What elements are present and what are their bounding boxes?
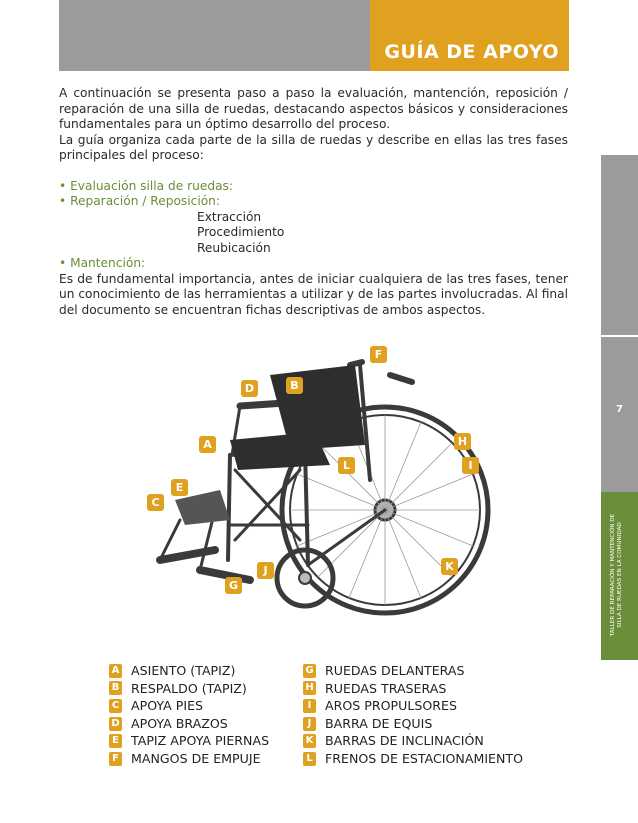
- intro-text: [59, 86, 568, 318]
- phase-sub-1: Extracción: [197, 209, 262, 224]
- sidebar-label: [610, 495, 624, 655]
- legend-letter-k: K: [303, 734, 316, 748]
- legend-item-j: [303, 715, 523, 733]
- legend-right: [303, 662, 523, 768]
- sidebar-label-line1: TALLER DE REPARACIÓN Y MANTENCIÓN DE: [610, 513, 616, 637]
- legend-item-a: [109, 662, 269, 680]
- marker-j: J: [257, 562, 274, 579]
- legend-label-b: RESPALDO (TAPIZ): [131, 680, 247, 696]
- legend-label-i: AROS PROPULSORES: [325, 698, 457, 714]
- legend-label-j: BARRA DE EQUIS: [325, 715, 433, 731]
- legend-label-a: ASIENTO (TAPIZ): [131, 663, 236, 678]
- legend-label-k: BARRAS DE INCLINACIÓN: [325, 733, 484, 749]
- marker-i: I: [462, 457, 479, 474]
- phase-maintenance: • Mantención:: [59, 256, 146, 270]
- legend-letter-c: C: [109, 699, 122, 713]
- legend-item-k: [303, 732, 523, 750]
- legend-letter-h: H: [303, 681, 316, 695]
- legend-label-g: RUEDAS DELANTERAS: [325, 663, 465, 678]
- marker-b: B: [286, 377, 303, 394]
- legend-label-l: FRENOS DE ESTACIONAMIENTO: [325, 750, 524, 766]
- legend-letter-g: G: [303, 664, 316, 678]
- phase-evaluation: • Evaluación silla de ruedas:: [59, 178, 234, 193]
- intro-paragraph-1: A continuación se presenta paso a paso la evaluación, mantención, reposición / reparación de una silla de ruedas, destacando aspectos básicos y consideraciones fundamentales para un óptimo desarrollo del proceso.: [59, 86, 568, 131]
- marker-e: E: [171, 479, 188, 496]
- legend-item-d: [109, 715, 269, 733]
- page-title: GUÍA DE APOYO: [384, 41, 559, 63]
- page-number: 7: [616, 404, 623, 415]
- phase-sub-3: Reubicación: [197, 240, 271, 255]
- marker-d: D: [241, 380, 258, 397]
- legend-item-h: [303, 680, 523, 698]
- legend-label-c: APOYA PIES: [131, 698, 204, 714]
- marker-k: K: [441, 558, 458, 575]
- sidebar-top: [601, 0, 638, 155]
- legend-label-h: RUEDAS TRASERAS: [325, 680, 447, 696]
- phase-note: Es de fundamental importancia, antes de iniciar cualquiera de las tres fases, tener un conocimiento de las herramientas a utilizar y de las partes involucradas. Al final del documento se encuentran fichas descriptivas de ambos aspectos.: [59, 271, 568, 317]
- header-title-box: [370, 0, 569, 71]
- legend-letter-i: I: [303, 699, 316, 713]
- legend-letter-l: L: [303, 752, 316, 766]
- legend-label-d: APOYA BRAZOS: [131, 715, 228, 731]
- legend-item-l: [303, 750, 523, 768]
- legend-letter-d: D: [109, 717, 122, 731]
- legend-left: [109, 662, 269, 768]
- sidebar-label-line2: SILLA DE RUEDAS EN LA COMUNIDAD: [617, 522, 623, 628]
- marker-l: L: [338, 457, 355, 474]
- marker-h: H: [454, 433, 471, 450]
- legend-item-c: [109, 697, 269, 715]
- marker-c: C: [147, 494, 164, 511]
- legend-letter-e: E: [109, 734, 122, 748]
- legend-letter-a: A: [109, 664, 122, 678]
- legend-item-g: [303, 662, 523, 680]
- legend-item-f: [109, 750, 269, 768]
- marker-g: G: [225, 577, 242, 594]
- intro-paragraph-2: La guía organiza cada parte de la silla de ruedas y describe en ellas las tres fases principales del proceso:: [59, 132, 568, 162]
- wheelchair-icon: [140, 340, 500, 630]
- phase-sub-2: Procedimiento: [197, 225, 285, 239]
- legend-letter-j: J: [303, 717, 316, 731]
- legend-letter-b: B: [109, 681, 122, 695]
- legend-label-e: TAPIZ APOYA PIERNAS: [131, 733, 270, 749]
- legend-item-b: [109, 680, 269, 698]
- marker-f: F: [370, 346, 387, 363]
- phase-repair: • Reparación / Reposición:: [59, 194, 221, 208]
- marker-a: A: [199, 436, 216, 453]
- legend-item-i: [303, 697, 523, 715]
- header-gray-bar: [59, 0, 370, 71]
- legend-item-e: [109, 732, 269, 750]
- wheelchair-illustration: [140, 340, 500, 630]
- legend-label-f: MANGOS DE EMPUJE: [131, 750, 261, 766]
- legend-letter-f: F: [109, 752, 122, 766]
